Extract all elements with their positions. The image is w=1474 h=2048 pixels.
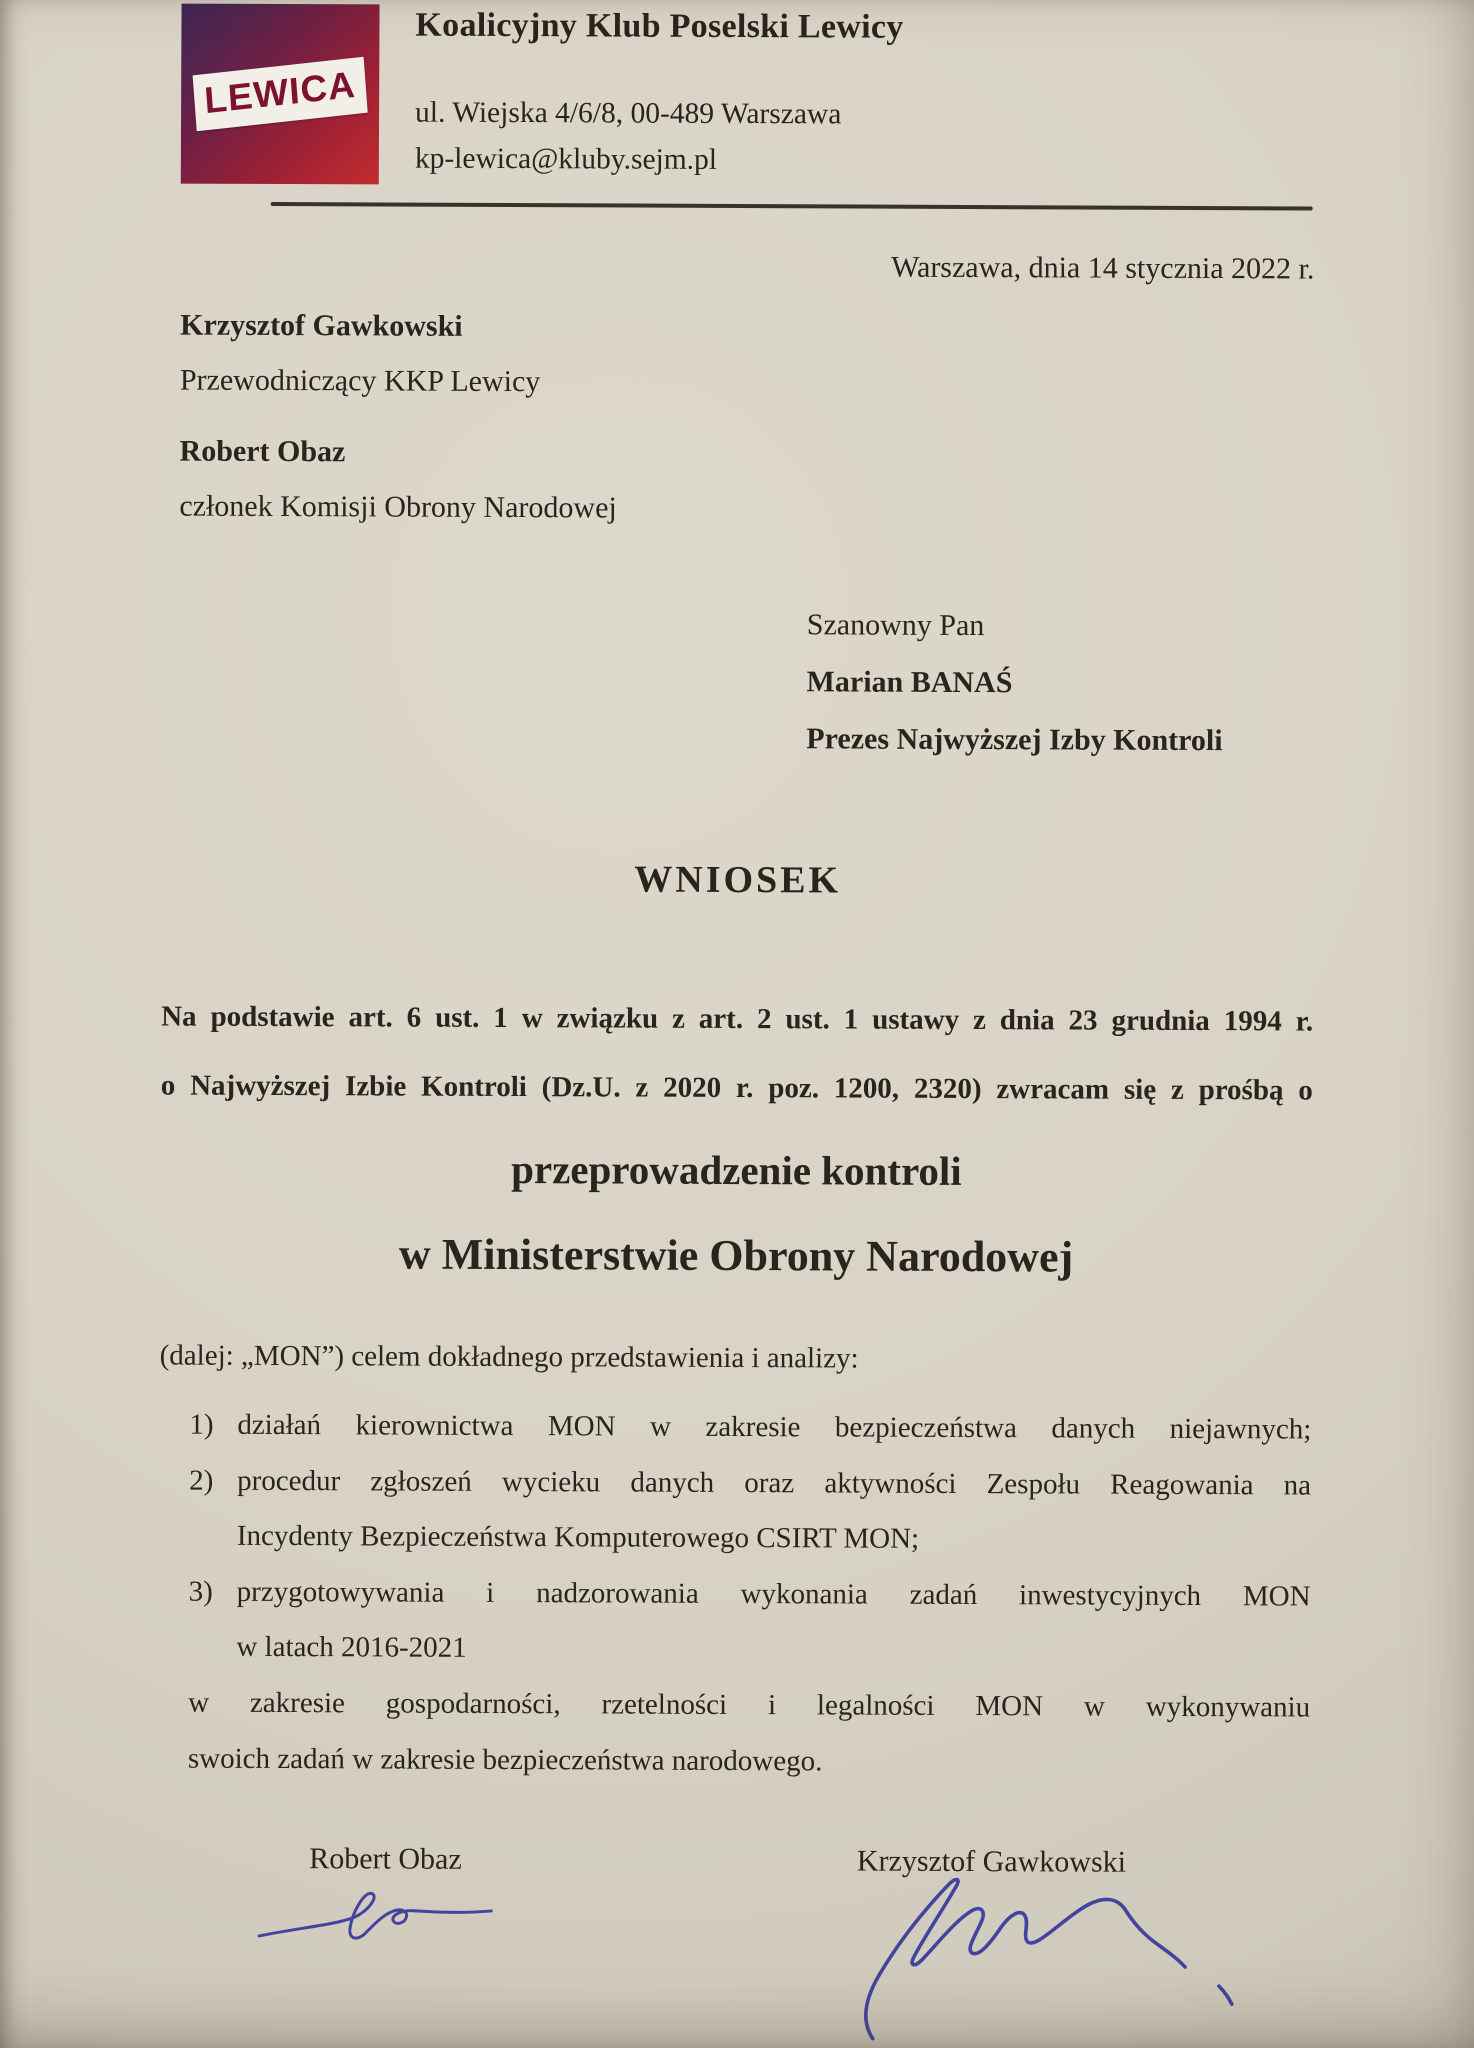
sender-name: Krzysztof Gawkowski [180,308,463,343]
closing-line: swoich zadań w zakresie bezpieczeństwa narodowego. [187,1742,823,1777]
numbered-list [188,1398,1311,1680]
list-item-text: procedur zgłoszeń wycieku danych oraz aktywności Zespołu Reagowania na [237,1464,1312,1502]
closing-paragraph [188,1676,1310,1792]
recipient-name: Marian BANAŚ [806,665,1013,700]
org-email: kp-lewica@kluby.sejm.pl [414,142,718,176]
lewica-logo-text: LEWICA [203,63,358,122]
recipient-block [806,596,1223,769]
recipient-title: Prezes Najwyższej Izby Kontroli [806,722,1223,758]
list-item-number: 1) [189,1408,214,1441]
list-item-text: Incydenty Bezpieczeństwa Komputerowego CSIRT MON; [236,1519,920,1555]
handwritten-signature-gawkowski [835,1856,1266,2048]
intro-line: (dalej: „MON”) celem dokładnego przedstawienia i analizy: [159,1339,859,1375]
date-line: Warszawa, dnia 14 stycznia 2022 r. [891,250,1315,286]
signature-name-obaz: Robert Obaz [309,1842,462,1876]
sender-title: Przewodniczący KKP Lewicy [179,363,541,399]
request-heading-line2: w Ministerstwie Obrony Narodowej [398,1229,1074,1282]
list-item [189,1453,1311,1569]
sender-name: Robert Obaz [179,434,346,469]
lewica-logo-label [193,57,368,132]
legal-basis-line: o Najwyższej Izbie Kontroli (Dz.U. z 2020 r. poz. 1200, 2320) zwracam się z prośbą o [160,1069,1313,1107]
sender-block-obaz [179,424,617,536]
list-item-text: działań kierownictwa MON w zakresie bezpieczeństwa danych niejawnych; [237,1408,1312,1446]
signature-name-gawkowski: Krzysztof Gawkowski [856,1844,1127,1879]
handwritten-signature-obaz [251,1882,501,1958]
lewica-logo [181,4,380,185]
header-divider [271,202,1313,210]
list-item [189,1398,1311,1458]
list-item-number: 3) [188,1575,213,1608]
recipient-salutation: Szanowny Pan [806,608,985,643]
list-item-text: przygotowywania i nadzorowania wykonania zadań inwestycyjnych MON [236,1575,1311,1613]
document-title: WNIOSEK [634,858,842,902]
org-address: ul. Wiejska 4/6/8, 00-489 Warszawa [415,96,842,131]
org-name: Koalicyjny Klub Poselski Lewicy [415,6,904,46]
legal-basis-paragraph [161,982,1314,1125]
request-heading-line1: przeprowadzenie kontroli [511,1146,962,1194]
list-item [188,1564,1310,1680]
sender-title: członek Komisji Obrony Narodowej [179,489,617,525]
list-item-number: 2) [189,1464,214,1497]
legal-basis-line: Na podstawie art. 6 ust. 1 w związku z art. 2 ust. 1 ustawy z dnia 23 grudnia 1994 r. [161,1000,1314,1038]
list-item-text: w latach 2016-2021 [236,1630,467,1664]
closing-line: w zakresie gospodarności, rzetelności i legalności MON w wykonywaniu [188,1686,1311,1724]
sender-block-gawkowski [180,298,541,410]
